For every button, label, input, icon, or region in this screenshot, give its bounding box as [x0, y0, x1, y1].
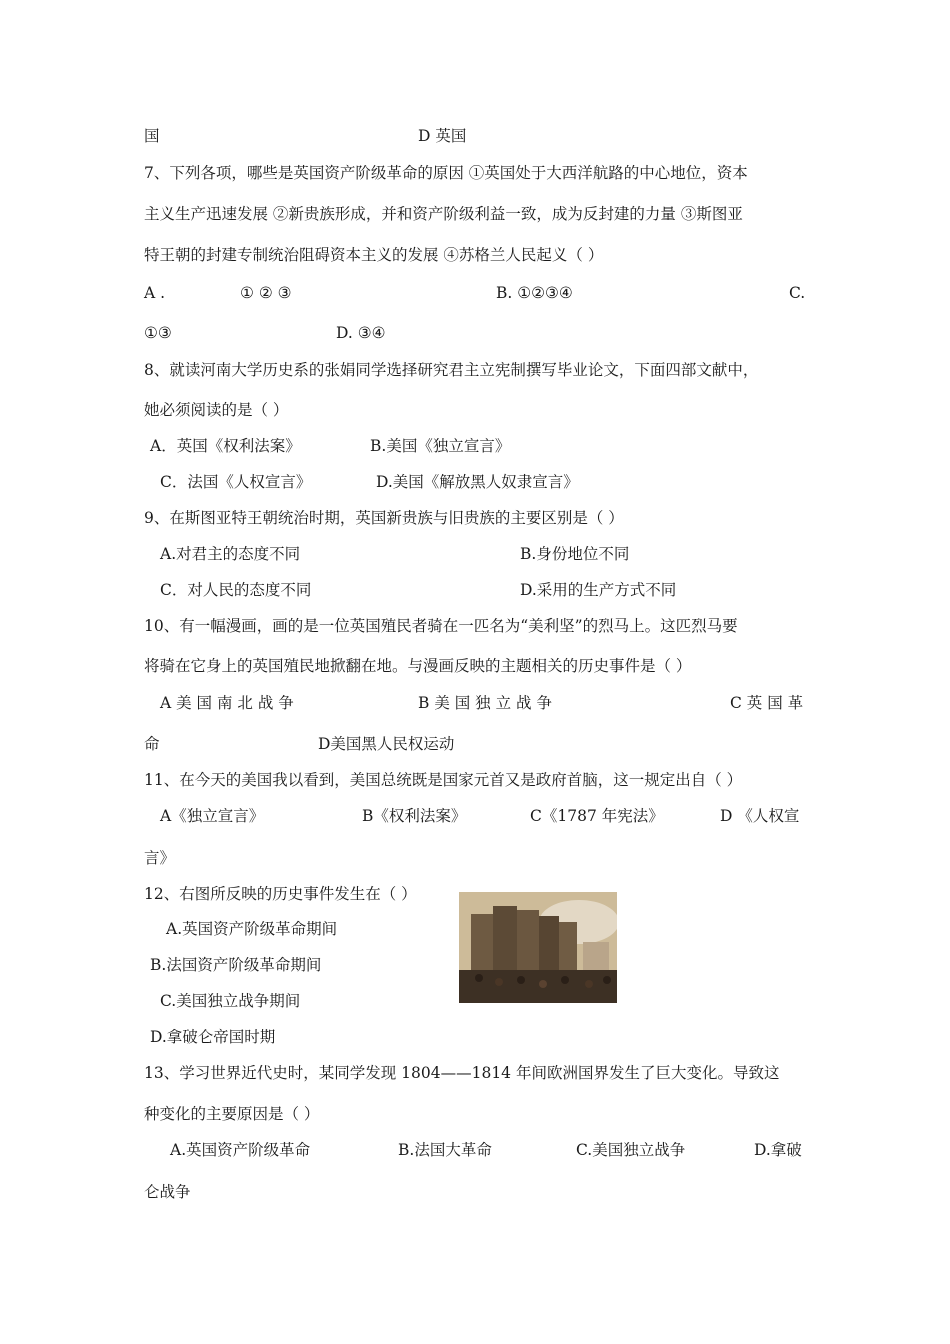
question-7-line: 特王朝的封建专制统治阻碍资本主义的发展 ④苏格兰人民起义（ ） [144, 246, 604, 264]
option-a: A.对君主的态度不同 [160, 545, 301, 563]
option-d: D.美国《解放黑人奴隶宣言》 [376, 473, 579, 491]
option-c: C《1787 年宪法》 [530, 807, 664, 825]
option-d-cont: 言》 [144, 849, 176, 867]
option-d: D. ③④ [336, 324, 386, 342]
option-d: D美国黑人民权运动 [318, 735, 455, 753]
option-b: B 美 国 独 立 战 争 [418, 694, 552, 712]
option-b: B《权利法案》 [362, 807, 467, 825]
option-b: B.美国《独立宣言》 [370, 437, 511, 455]
question-8-line: 8、就读河南大学历史系的张娟同学选择研究君主立宪制撰写毕业论文，下面四部文献中， [144, 361, 759, 379]
option-d-cont: 仑战争 [144, 1183, 191, 1201]
option-c: C.美国独立战争期间 [160, 992, 301, 1010]
bastille-illustration [459, 892, 617, 1003]
question-7-line: 7、下列各项，哪些是英国资产阶级革命的原因 ①英国处于大西洋航路的中心地位，资本 [144, 164, 748, 182]
option-b: B.法国大革命 [398, 1141, 492, 1159]
question-13-line: 13、学习世界近代史时，某同学发现 1804——1814 年间欧洲国界发生了巨大变化。导致这 [144, 1064, 780, 1082]
question-10-line: 10、有一幅漫画，画的是一位英国殖民者骑在一匹名为“美利坚”的烈马上。这匹烈马要 [144, 617, 738, 635]
question-13-line: 种变化的主要原因是（ ） [144, 1105, 320, 1123]
option-c: C. [789, 284, 806, 302]
option-d: D.采用的生产方式不同 [520, 581, 677, 599]
option-a: A . [144, 284, 166, 302]
option-text: 国 [144, 127, 160, 145]
option-a: A．英国《权利法案》 [150, 437, 301, 455]
option-a-items: ① ② ③ [240, 284, 292, 302]
option-c: C．法国《人权宣言》 [160, 473, 312, 491]
option-b: B.身份地位不同 [520, 545, 630, 563]
option-d: D.拿破仑帝国时期 [150, 1028, 276, 1046]
question-10-line: 将骑在它身上的英国殖民地掀翻在地。与漫画反映的主题相关的历史事件是（ ） [144, 657, 692, 675]
question-12-line: 12、右图所反映的历史事件发生在（ ） [144, 885, 417, 903]
question-9-line: 9、在斯图亚特王朝统治时期，英国新贵族与旧贵族的主要区别是（ ） [144, 509, 624, 527]
question-7-line: 主义生产迅速发展 ②新贵族形成，并和资产阶级利益一致，成为反封建的力量 ③斯图亚 [144, 205, 743, 223]
option-c-cont: 命 [144, 735, 160, 753]
option-a: A《独立宣言》 [160, 807, 265, 825]
option-c-items: ①③ [144, 324, 172, 342]
option-d: D 英国 [418, 127, 467, 145]
option-b: B. ①②③④ [496, 284, 573, 302]
option-c: C.美国独立战争 [576, 1141, 686, 1159]
option-d: D.拿破 [754, 1141, 802, 1159]
option-a: A.英国资产阶级革命 [170, 1141, 311, 1159]
option-c: C 英 国 革 [730, 694, 804, 712]
option-c: C．对人民的态度不同 [160, 581, 312, 599]
option-b: B.法国资产阶级革命期间 [150, 956, 322, 974]
question-11-line: 11、在今天的美国我以看到，美国总统既是国家元首又是政府首脑，这一规定出自（ ） [144, 771, 743, 789]
option-d: D 《人权宣 [720, 807, 800, 825]
question-8-line: 她必须阅读的是（ ） [144, 401, 289, 419]
option-a: A.英国资产阶级革命期间 [166, 920, 338, 938]
option-a: A 美 国 南 北 战 争 [160, 694, 294, 712]
